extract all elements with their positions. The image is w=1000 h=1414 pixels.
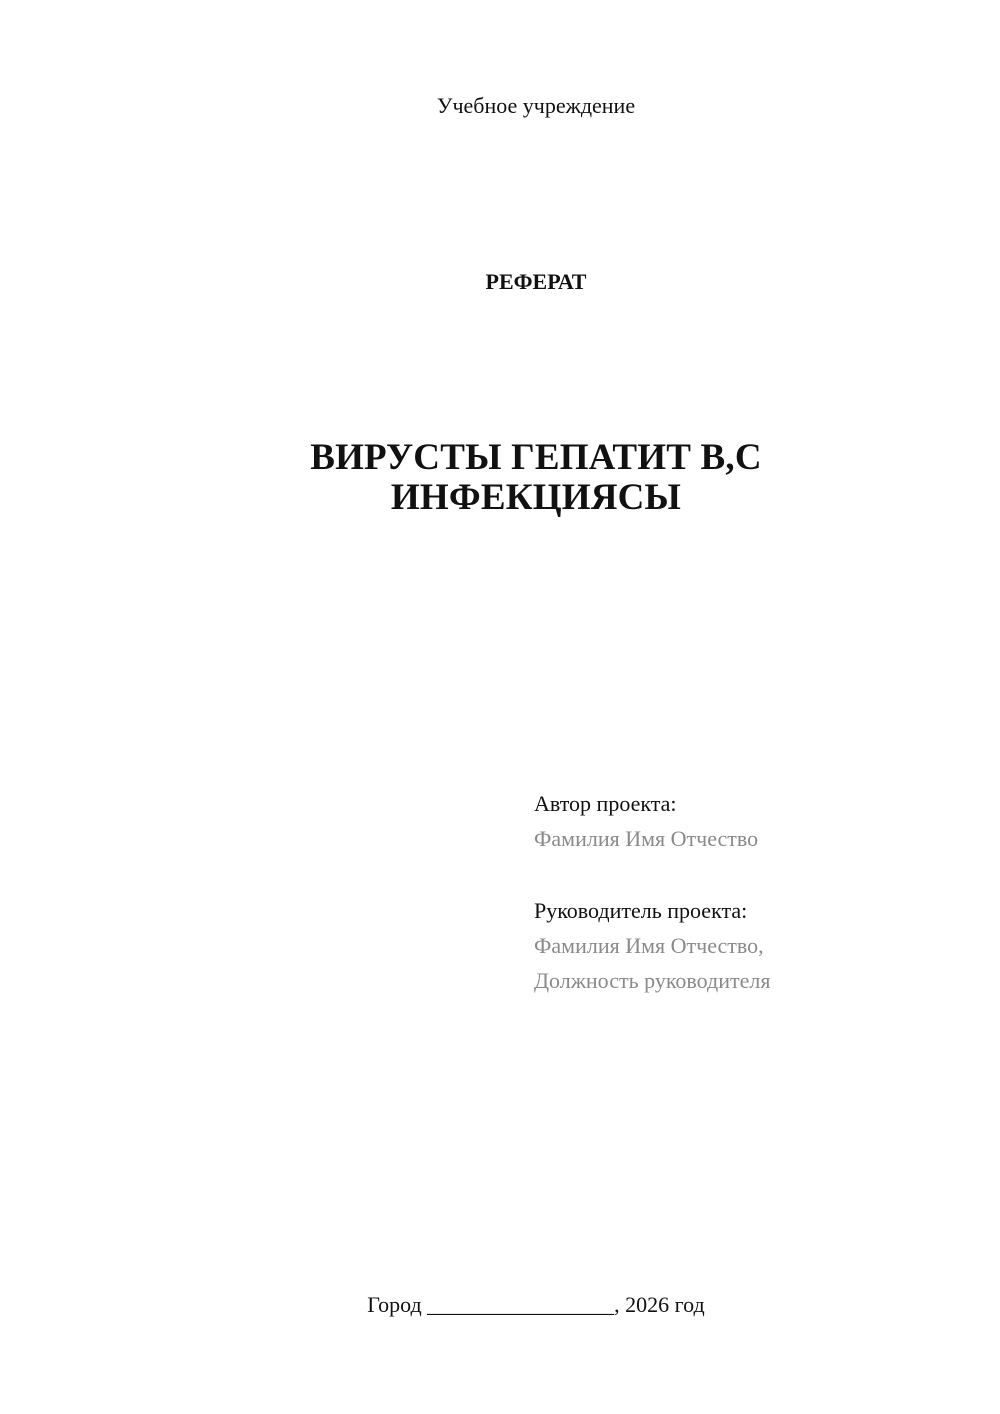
footer-city-year — [0, 1290, 1000, 1320]
city-blank: _________________ — [427, 1292, 615, 1317]
document-title-line-1: ВИРУСТЫ ГЕПАТИТ В,С — [310, 437, 762, 478]
author-name: Фамилия Имя Отчество — [534, 826, 759, 851]
author-block — [534, 786, 974, 856]
supervisor-position: Должность руководителя — [534, 968, 771, 993]
document-title — [270, 438, 802, 518]
document-title-line-2: ИНФЕКЦИЯСЫ — [390, 477, 682, 518]
city-label: Город — [367, 1292, 422, 1317]
year-text: , 2026 год — [614, 1292, 705, 1317]
supervisor-name: Фамилия Имя Отчество, — [534, 933, 764, 958]
institution-name: Учебное учреждение — [436, 93, 636, 118]
supervisor-label: Руководитель проекта: — [534, 898, 748, 923]
document-type: РЕФЕРАТ — [485, 269, 587, 294]
supervisor-block — [534, 893, 974, 998]
author-label: Автор проекта: — [534, 791, 677, 816]
